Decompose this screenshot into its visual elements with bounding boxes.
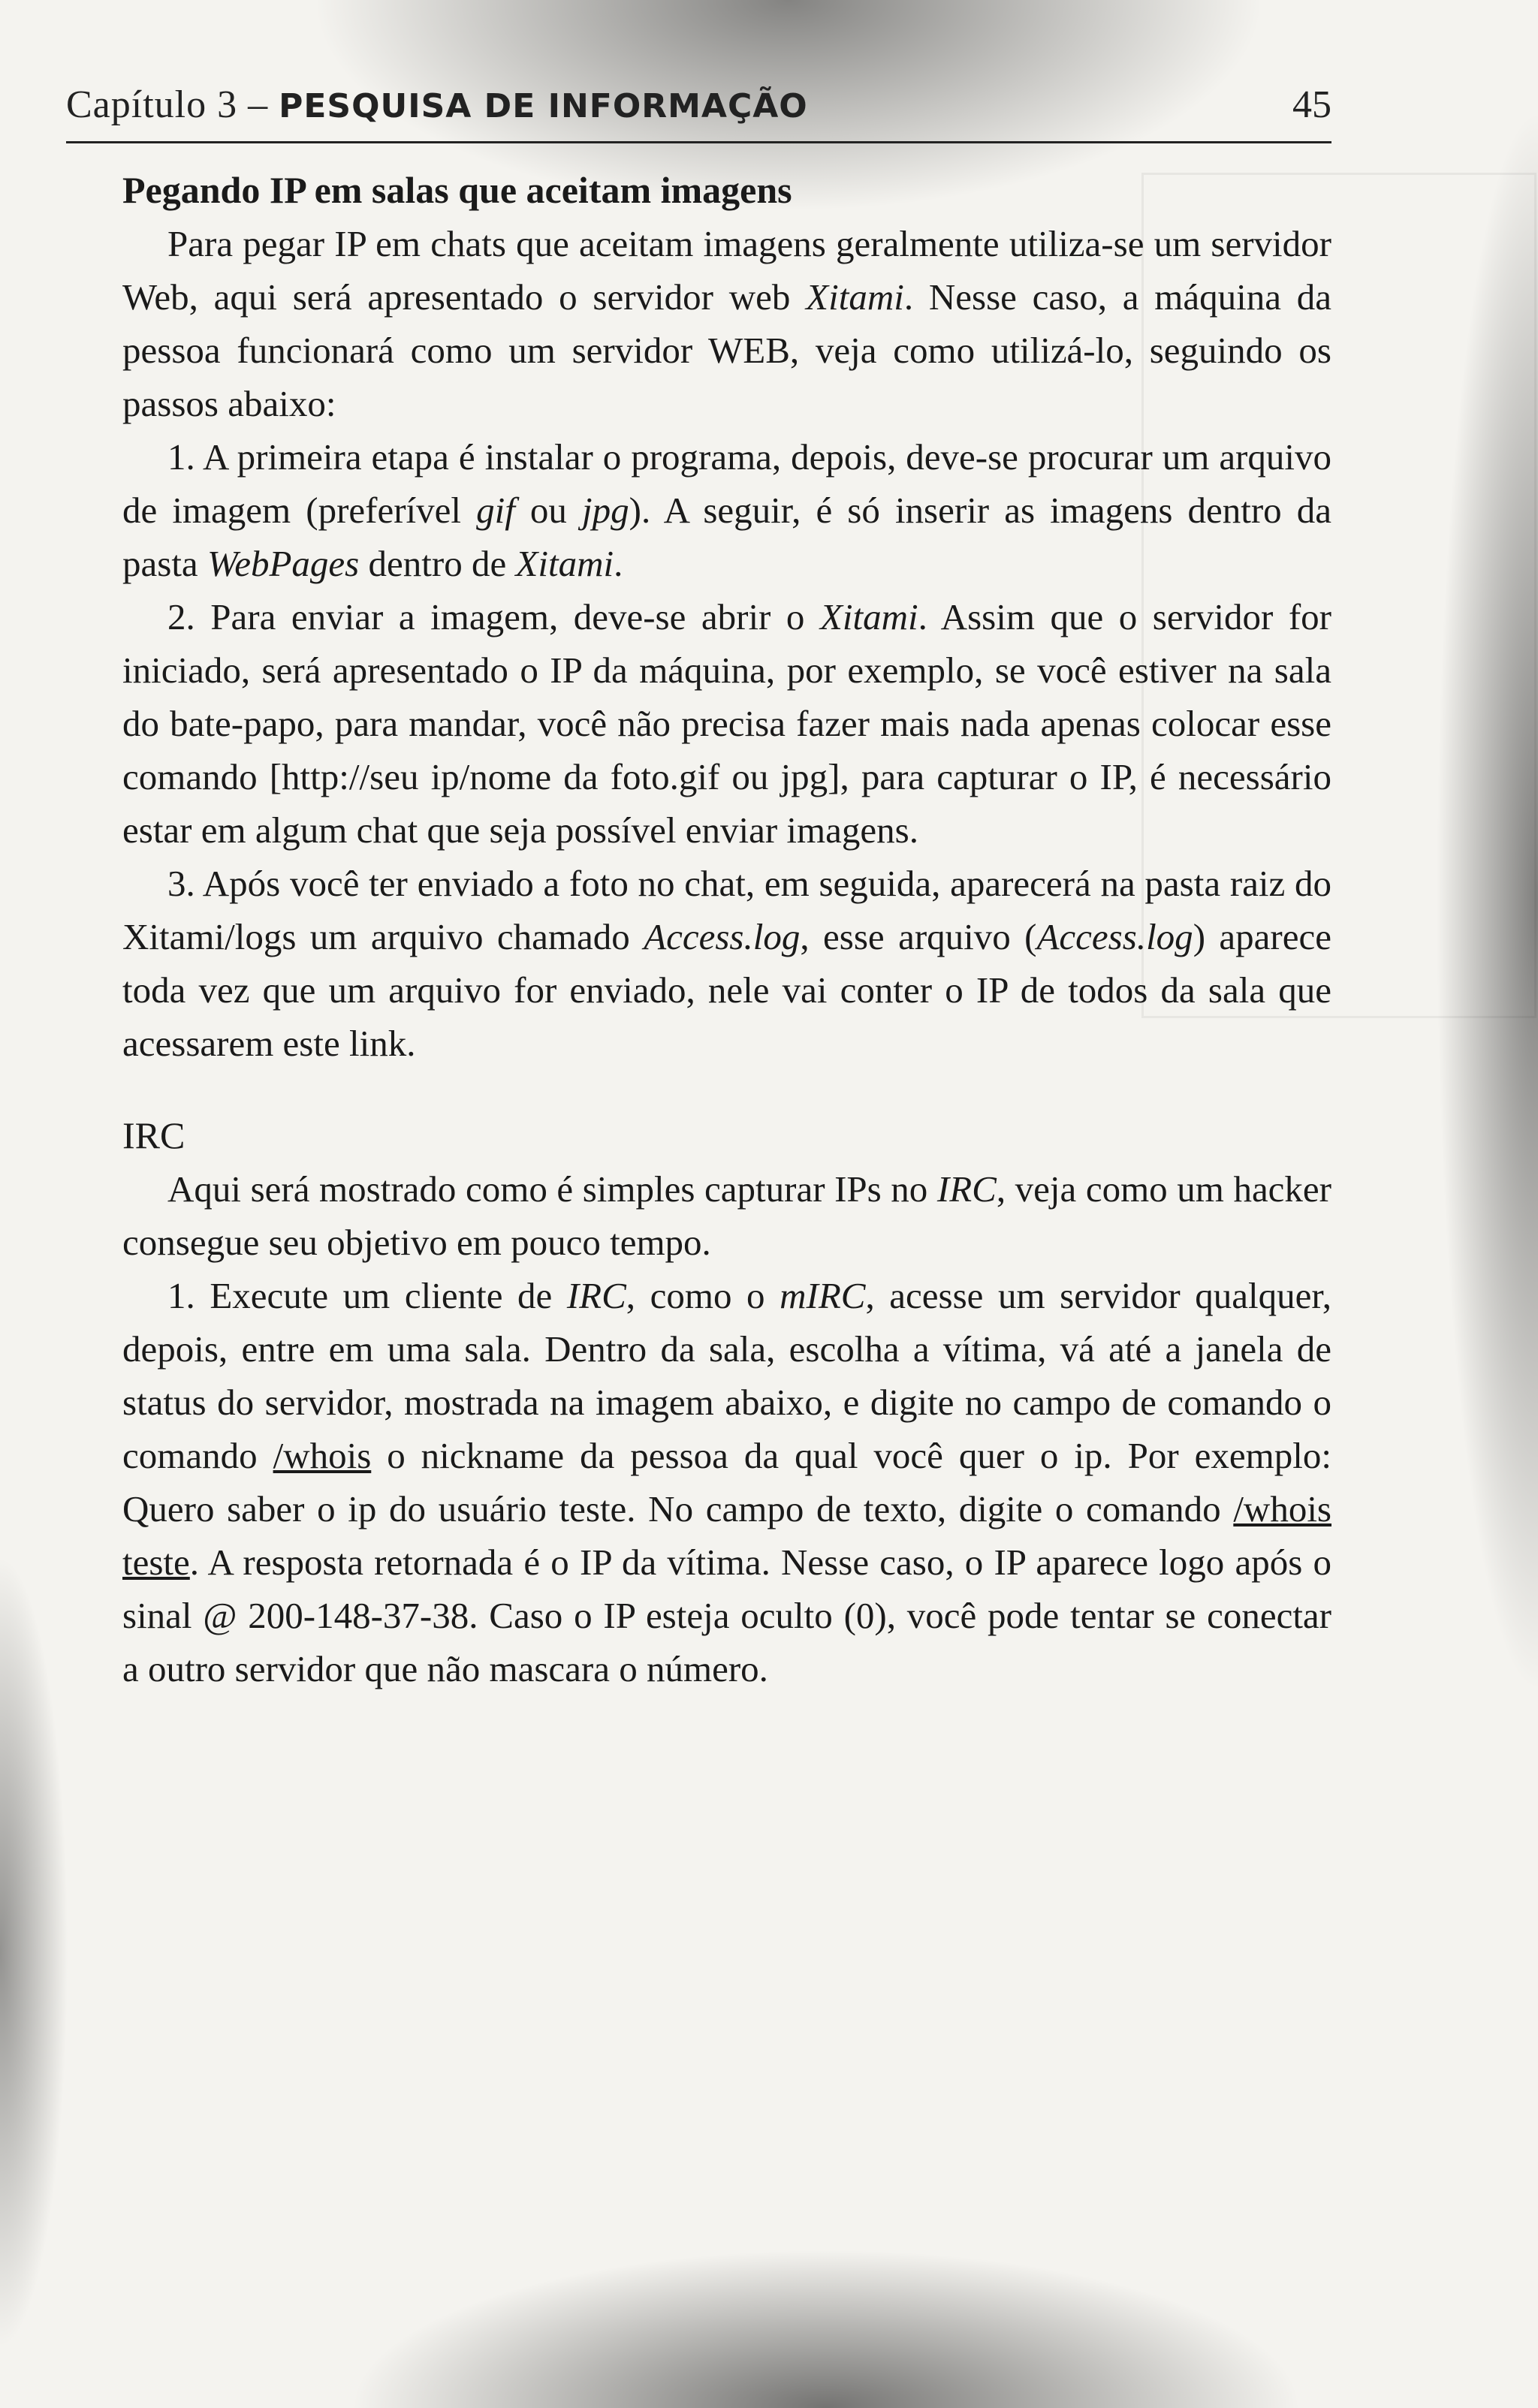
whois-command: /whois [273, 1435, 372, 1476]
paragraph-step-3: 3. Após você ter enviado a foto no chat, em seguida, aparecerá na pasta raiz do Xitami/logs um arquivo chamado Access.log, esse arquivo (Access.log) aparece toda vez que um arquivo for enviado, nele vai conter o IP de todos da sala que acessarem este link. [122, 863, 1331, 1064]
chapter-prefix: Capítulo 3 – [66, 83, 269, 126]
section-title: PESQUISA DE INFORMAÇÃO [279, 87, 808, 125]
paragraph-intro-images: Para pegar IP em chats que aceitam imagens geralmente utiliza-se um servidor Web, aqui será apresentado o servidor web Xitami. Nesse caso, a máquina da pessoa funcionará como um servidor WEB, veja como utilizá-lo, seguindo os passos abaixo: [122, 223, 1332, 424]
paragraph-intro-irc: Aqui será mostrado como é simples capturar IPs no IRC, veja como um hacker consegue seu objetivo em pouco tempo. [122, 1168, 1332, 1263]
section-heading-irc: IRC [122, 1114, 185, 1156]
running-header [66, 78, 1331, 143]
paragraph-step-1: 1. A primeira etapa é instalar o programa, depois, deve-se procurar um arquivo de imagem (preferível gif ou jpg). A seguir, é só inserir as imagens dentro da pasta WebPages dentro de Xitami. [122, 436, 1331, 584]
paragraph-irc-step-1: 1. Execute um cliente de IRC, como o mIRC, acesse um servidor qualquer, depois, entre em uma sala. Dentro da sala, escolha a vítima, vá até a janela de status do servidor, mostrada na imagem abaixo, e digite no campo de comando o comando /whois o nickname da pessoa da qual você quer o ip. Por exemplo: Quero saber o ip do usuário teste. No campo de texto, digite o comando /whois teste. A resposta retornada é o IP da vítima. Nesse caso, o IP aparece logo após o sinal @ 200-148-37-38. Caso o IP esteja oculto (0), você pode tentar se conectar a outro servidor que não mascara o número. [122, 1275, 1331, 1689]
whois-teste-command: /whois teste [122, 1488, 1331, 1583]
paragraph-step-2: 2. Para enviar a imagem, deve-se abrir o Xitami. Assim que o servidor for iniciado, será apresentado o IP da máquina, por exemplo, se você estiver na sala do bate-papo, para mandar, você não precisa fazer mais nada apenas colocar esse comando [http://seu ip/nome da foto.gif ou jpg], para capturar o IP, é necessário estar em algum chat que seja possível enviar imagens. [122, 596, 1331, 851]
chapter-heading [66, 83, 808, 127]
page-body [122, 164, 1331, 1695]
page-number: 45 [1292, 83, 1331, 126]
section-heading-images: Pegando IP em salas que aceitam imagens [122, 169, 792, 211]
